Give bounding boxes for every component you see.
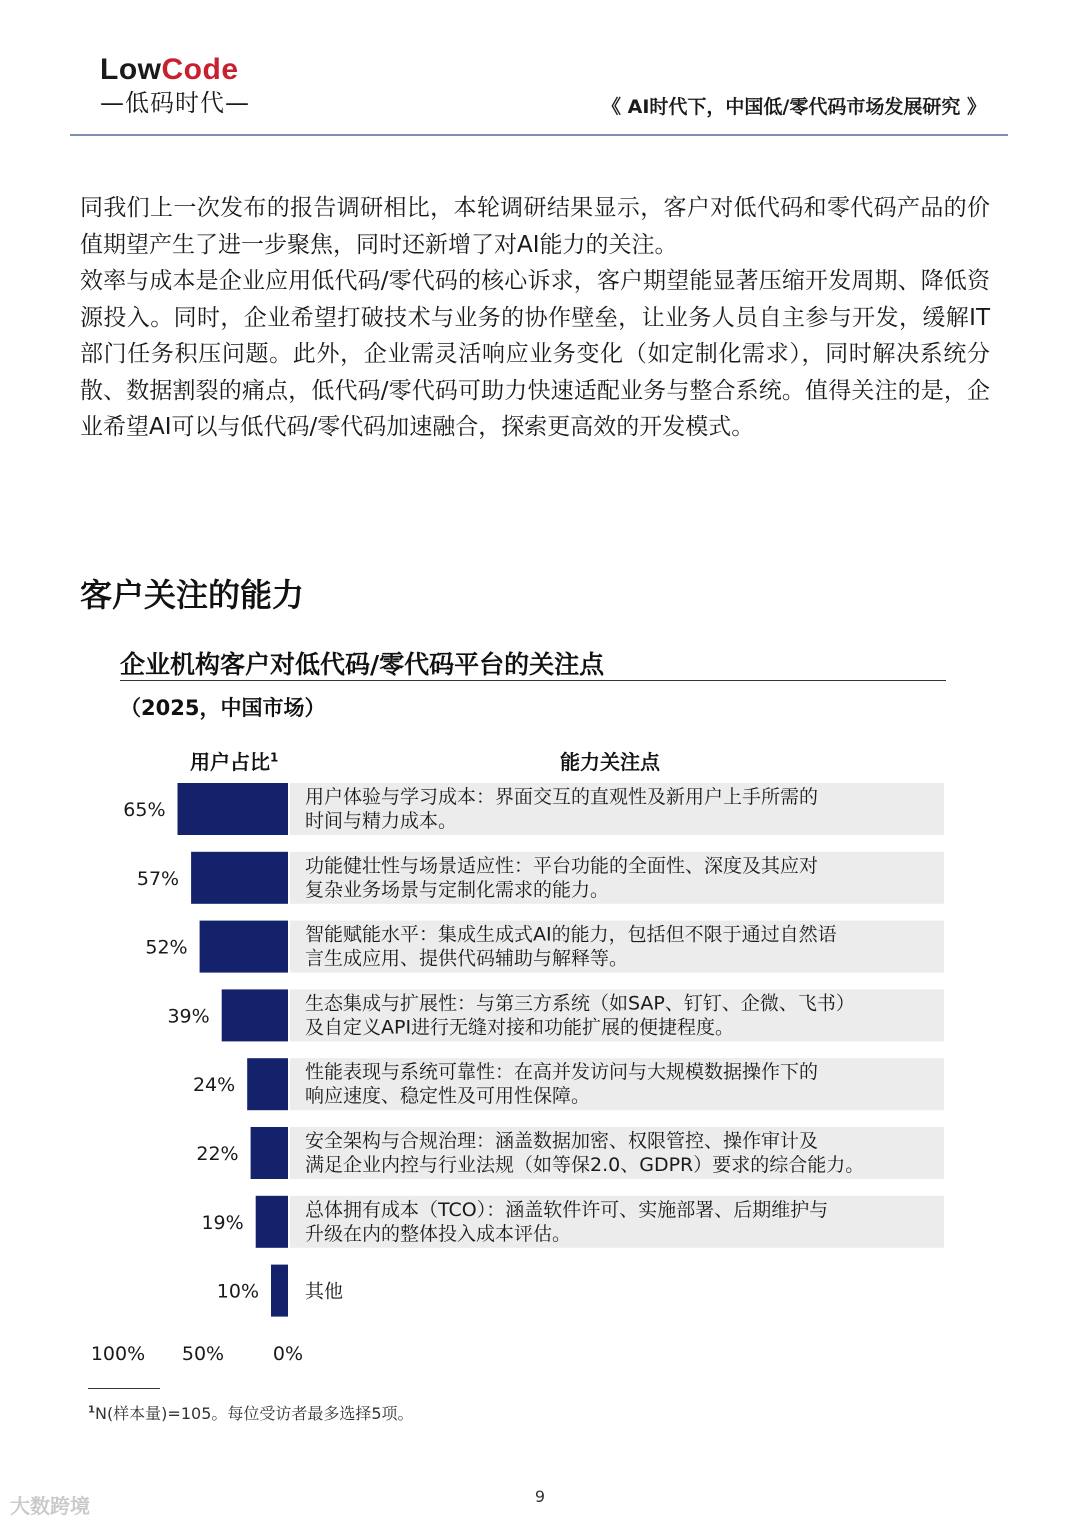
bar-value-label-3: 52% <box>145 936 188 959</box>
section-heading: 客户关注的能力 <box>80 576 305 614</box>
category-column-header: 能力关注点 <box>560 750 660 774</box>
category-label-5-line-1: 性能表现与系统可靠性：在高并发访问与大规模数据操作下的 <box>305 1061 819 1084</box>
category-label-6-line-2: 满足企业内控与行业法规（如等保2.0、GDPR）要求的综合能力。 <box>305 1154 865 1176</box>
bar-value-label-8: 10% <box>216 1280 259 1303</box>
category-label-8: 其他 <box>305 1280 344 1303</box>
body-paragraph-1: 同我们上一次发布的报告调研相比，本轮调研结果显示，客户对低代码和零代码产品的价值期望产生了进一步聚焦，同时还新增了对AI能力的关注。 <box>80 195 990 258</box>
bar-8 <box>271 1265 288 1317</box>
category-label-1-line-1: 用户体验与学习成本：界面交互的直观性及新用户上手所需的 <box>305 786 819 808</box>
category-label-5-line-2: 响应速度、稳定性及可用性保障。 <box>305 1085 591 1108</box>
category-label-3-line-1: 智能赋能水平：集成生成式AI的能力，包括但不限于通过自然语 <box>305 923 837 946</box>
category-label-6-line-1: 安全架构与合规治理：涵盖数据加密、权限管控、操作审计及 <box>305 1130 819 1152</box>
bar-6 <box>251 1127 288 1179</box>
chart-subtitle: （2025，中国市场） <box>120 696 326 720</box>
bar-7 <box>256 1196 288 1248</box>
bar-value-label-4: 39% <box>167 1005 210 1028</box>
bar-value-label-6: 22% <box>196 1143 239 1165</box>
body-paragraph-2: 效率与成本是企业应用低代码/零代码的核心诉求，客户期望能显著压缩开发周期、降低资源投入。同时，企业希望打破技术与业务的协作壁垒，让业务人员自主参与开发，缓解IT部门任务积压问题。此外，企业需灵活响应业务变化（如定制化需求），同时解决系统分散、数据割裂的痛点，低代码/零代码可助力快速适配业务与整合系统。值得关注的是，企业希望AI可以与低代码/零代码加速融合，探索更高效的开发模式。 <box>80 268 990 440</box>
bar-value-label-1: 65% <box>123 799 166 821</box>
footnote-divider <box>88 1388 160 1389</box>
bar-4 <box>222 989 288 1041</box>
footnote-mark: 1 <box>88 1404 95 1416</box>
category-label-7-line-1: 总体拥有成本（TCO）：涵盖软件许可、实施部署、后期维护与 <box>305 1198 829 1221</box>
bar-value-label-2: 57% <box>136 867 180 890</box>
footnote <box>88 1401 414 1424</box>
footnote-text: N(样本量)=105。每位受访者最多选择5项。 <box>94 1404 414 1423</box>
axis-tick-label-2: 50% <box>181 1343 225 1365</box>
value-column-header-footnote-mark: 1 <box>270 750 279 765</box>
axis-tick-label-3: 0% <box>272 1343 304 1365</box>
watermark: 大数跨境 <box>10 1494 90 1518</box>
logo-chinese: —低码时代— <box>100 89 250 117</box>
logo-code: Code <box>161 53 239 86</box>
report-title: 《 AI时代下，中国低/零代码市场发展研究 》 <box>602 96 986 118</box>
logo-low: Low <box>100 53 162 86</box>
category-label-2-line-1: 功能健壮性与场景适应性：平台功能的全面性、深度及其应对 <box>305 854 819 877</box>
bar-5 <box>247 1058 288 1110</box>
bar-2 <box>191 852 288 904</box>
bar-value-label-7: 19% <box>201 1211 244 1234</box>
bar-1 <box>178 783 289 835</box>
category-label-7-line-2: 升级在内的整体投入成本评估。 <box>305 1222 572 1245</box>
category-label-4-line-1: 生态集成与扩展性：与第三方系统（如SAP、钉钉、企微、飞书） <box>305 992 855 1015</box>
category-label-1-line-2: 时间与精力成本。 <box>305 810 458 832</box>
bar-value-label-5: 24% <box>192 1074 236 1097</box>
page-number: 9 <box>534 1487 546 1506</box>
chart-title: 企业机构客户对低代码/零代码平台的关注点 <box>120 650 605 679</box>
axis-tick-label-1: 100% <box>90 1343 146 1365</box>
category-label-3-line-2: 言生成应用、提供代码辅助与解释等。 <box>305 947 629 970</box>
category-label-4-line-2: 及自定义API进行无缝对接和功能扩展的便捷程度。 <box>305 1016 735 1039</box>
value-column-header-text: 用户占比 <box>190 750 270 774</box>
category-label-2-line-2: 复杂业务场景与定制化需求的能力。 <box>305 878 610 901</box>
bar-3 <box>200 921 288 973</box>
